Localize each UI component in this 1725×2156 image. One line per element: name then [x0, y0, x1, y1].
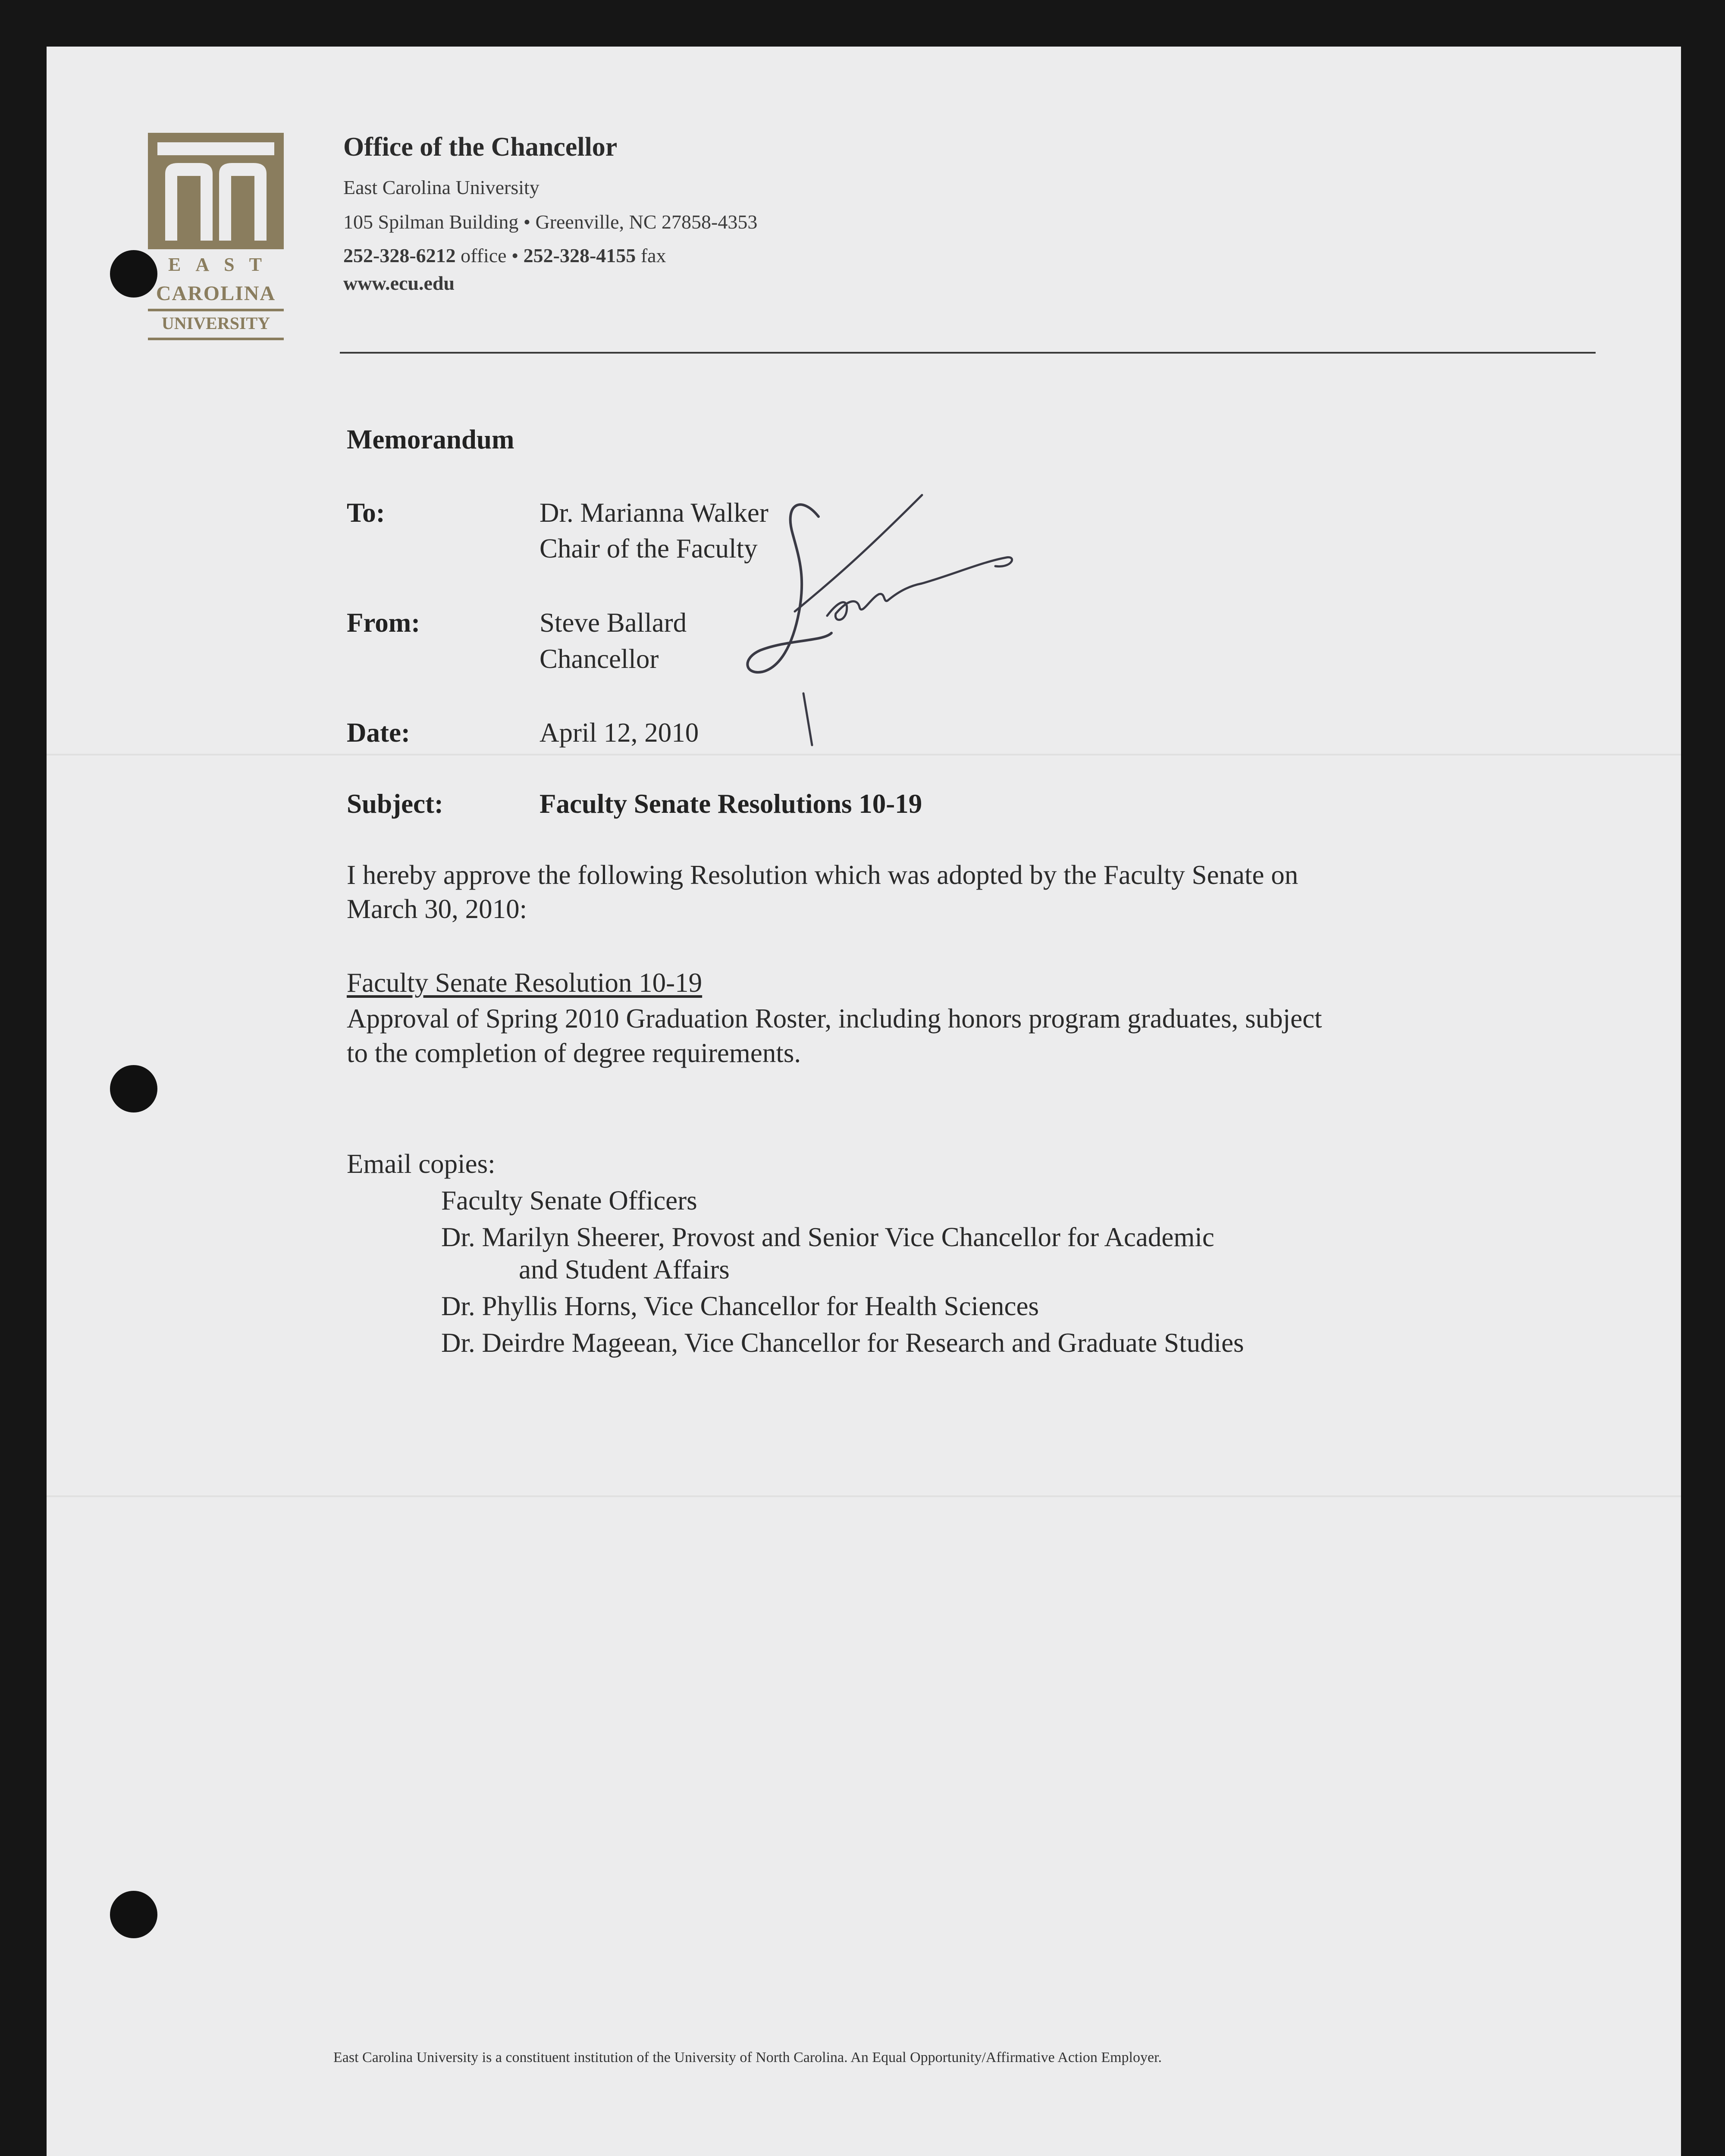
resolution-title: Faculty Senate Resolution 10-19	[347, 968, 703, 998]
signature-icon	[719, 469, 1047, 771]
intro-line: March 30, 2010:	[347, 894, 527, 924]
header-rule	[340, 352, 1596, 354]
resolution-text: to the completion of degree requirements.	[347, 1038, 801, 1068]
subject-label: Subject:	[347, 789, 443, 819]
website: www.ecu.edu	[343, 272, 455, 294]
logo-divider	[148, 338, 284, 340]
from-name: Steve Ballard	[539, 608, 687, 638]
punch-hole	[110, 1065, 157, 1112]
intro-line: I hereby approve the following Resolution which was adopted by the Faculty Senate on	[347, 860, 1298, 890]
copy-recipient: and Student Affairs	[519, 1254, 730, 1285]
logo-word-carolina: CAROLINA	[156, 282, 276, 305]
university-logo	[148, 133, 284, 342]
fax-number: 252-328-4155	[523, 244, 636, 266]
date-label: Date:	[347, 718, 410, 748]
copy-recipient: Dr. Marilyn Sheerer, Provost and Senior Vice Chancellor for Academic	[441, 1222, 1214, 1252]
logo-word-university: UNIVERSITY	[161, 313, 270, 333]
footer-disclaimer: East Carolina University is a constituent institution of the University of North Carolina. An Equal Opportunity/Affirmative Action Employer.	[333, 2049, 1162, 2065]
letter-page	[47, 47, 1681, 2156]
copy-recipient: Faculty Senate Officers	[441, 1185, 697, 1216]
punch-hole	[110, 250, 157, 298]
resolution-text: Approval of Spring 2010 Graduation Roster, including honors program graduates, subject	[347, 1003, 1322, 1034]
logo-emblem-icon	[148, 133, 284, 249]
fax-label: fax	[640, 244, 666, 266]
copy-recipient: Dr. Phyllis Horns, Vice Chancellor for Health Sciences	[441, 1291, 1039, 1321]
subject-value: Faculty Senate Resolutions 10-19	[539, 789, 922, 819]
address: 105 Spilman Building • Greenville, NC 27858-4353	[343, 211, 758, 233]
memo-heading: Memorandum	[347, 424, 514, 454]
fold-line	[47, 1495, 1681, 1497]
punch-hole	[110, 1891, 157, 1938]
to-label: To:	[347, 498, 385, 528]
logo-divider	[148, 309, 284, 311]
from-label: From:	[347, 608, 420, 638]
to-title: Chair of the Faculty	[539, 533, 758, 564]
date-value: April 12, 2010	[539, 718, 699, 748]
contact-line	[343, 244, 666, 267]
phone-number: 252-328-6212	[343, 244, 456, 266]
copy-recipient: Dr. Deirdre Mageean, Vice Chancellor for Research and Graduate Studies	[441, 1328, 1244, 1358]
copies-label: Email copies:	[347, 1149, 496, 1179]
phone-label: office	[461, 244, 507, 266]
logo-word-east: EAST	[168, 254, 276, 275]
university-name: East Carolina University	[343, 176, 539, 198]
office-title: Office of the Chancellor	[343, 132, 618, 162]
from-title: Chancellor	[539, 644, 659, 674]
to-name: Dr. Marianna Walker	[539, 498, 768, 528]
separator: •	[511, 244, 519, 266]
